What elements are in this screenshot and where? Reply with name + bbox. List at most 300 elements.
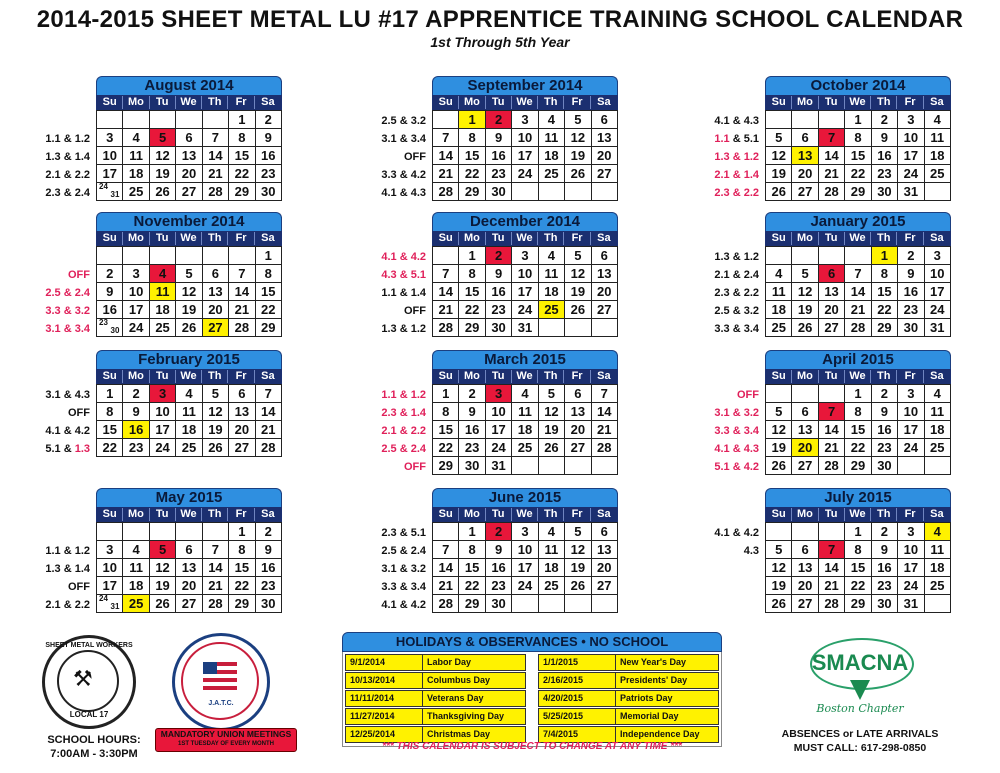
day-grid [96, 246, 282, 337]
day-cell: 3 [898, 385, 924, 403]
day-cell: 15 [256, 283, 282, 301]
day-cell: 28 [819, 183, 845, 201]
weekday-label: We [176, 232, 202, 245]
day-cell: 6 [592, 247, 618, 265]
weekday-label: Th [871, 96, 897, 109]
class-group-label: 3.3 & 4.2 [381, 169, 426, 181]
day-cell: 2 [872, 111, 898, 129]
day-cell: 9 [459, 403, 485, 421]
class-group-label: 1.1 & 1.2 [381, 389, 426, 401]
weekday-label: We [176, 370, 202, 383]
day-cell: 25 [123, 183, 149, 201]
day-cell: 13 [592, 129, 618, 147]
class-group-label: 3.3 & 3.4 [381, 581, 426, 593]
class-group-labels [28, 248, 90, 338]
class-group-label: 2.1 & 2.2 [45, 169, 90, 181]
day-cell: 12 [565, 129, 591, 147]
day-cell: 31 [486, 457, 512, 475]
day-cell: 7 [819, 541, 845, 559]
day-cell: 17 [123, 301, 149, 319]
day-cell [150, 247, 176, 265]
day-cell: 18 [925, 559, 951, 577]
class-group-label: 4.1 & 4.2 [45, 425, 90, 437]
day-cell: 25 [539, 301, 565, 319]
day-cell: 21 [203, 165, 229, 183]
weekday-label: Sa [930, 370, 944, 382]
day-cell: 30 [872, 457, 898, 475]
weekday-label: Mo [123, 96, 149, 109]
day-cell [845, 247, 871, 265]
day-cell [433, 111, 459, 129]
day-cell: 21 [433, 577, 459, 595]
day-cell [792, 385, 818, 403]
day-cell: 19 [565, 559, 591, 577]
day-cell: 16 [898, 283, 924, 301]
day-cell: 15 [433, 421, 459, 439]
day-cell: 13 [229, 403, 255, 421]
smacna-wordmark: SMACNA [811, 650, 909, 675]
day-cell: 16 [97, 301, 123, 319]
day-cell: 20 [792, 165, 818, 183]
weekday-label: Tu [486, 232, 512, 245]
day-cell: 15 [459, 283, 485, 301]
day-cell: 5 [766, 129, 792, 147]
day-cell [565, 183, 591, 201]
weekday-label: We [176, 96, 202, 109]
holiday-name: Christmas Day [427, 729, 491, 739]
day-cell: 3 [97, 129, 123, 147]
day-cell: 11 [176, 403, 202, 421]
day-cell: 16 [459, 421, 485, 439]
class-group-label: 5.1 & 1.3 [45, 443, 90, 455]
day-cell: 24 [898, 577, 924, 595]
day-cell: 14 [433, 559, 459, 577]
class-group-label: 2.3 & 2.4 [45, 187, 90, 199]
day-cell: 11 [512, 403, 538, 421]
day-cell: 16 [486, 559, 512, 577]
holiday-date: 7/4/2015 [539, 727, 616, 742]
day-cell: 13 [792, 421, 818, 439]
weekday-label: Sa [597, 508, 611, 520]
class-group-label: OFF [404, 461, 426, 473]
day-cell: 6 [203, 265, 229, 283]
weekday-label: Sa [597, 96, 611, 108]
day-cell [123, 111, 149, 129]
day-cell: 29 [845, 457, 871, 475]
day-cell [819, 111, 845, 129]
day-cell: 12 [150, 147, 176, 165]
day-cell: 3 [97, 541, 123, 559]
day-cell: 3 [512, 523, 538, 541]
class-group-labels [28, 524, 90, 614]
weekday-label: Su [433, 232, 459, 245]
month-heading: July 2015 [765, 488, 951, 507]
day-cell: 31 [512, 319, 538, 337]
day-cell: 27 [565, 439, 591, 457]
weekday-label: Fr [897, 508, 923, 521]
day-cell: 29 [459, 183, 485, 201]
day-cell: 23 [872, 439, 898, 457]
day-cell: 29 [459, 595, 485, 613]
weekday-label: Mo [792, 508, 818, 521]
class-group-label: 4.1 & 4.2 [714, 527, 759, 539]
day-cell: 8 [845, 541, 871, 559]
day-cell: 13 [176, 559, 202, 577]
day-cell: 20 [792, 577, 818, 595]
month-heading: January 2015 [765, 212, 951, 231]
day-cell: 2 [872, 385, 898, 403]
day-cell: 8 [872, 265, 898, 283]
holiday-row [538, 708, 719, 725]
day-cell: 12 [766, 147, 792, 165]
day-cell: 16 [256, 147, 282, 165]
day-cell: 3 [898, 111, 924, 129]
day-cell: 23 [872, 577, 898, 595]
day-cell: 10 [97, 559, 123, 577]
month-heading: April 2015 [765, 350, 951, 369]
day-cell: 26 [150, 595, 176, 613]
day-cell: 4 [539, 247, 565, 265]
holiday-name: Memorial Day [620, 711, 679, 721]
weekday-label: Fr [564, 96, 590, 109]
day-cell: 10 [97, 147, 123, 165]
day-cell: 15 [459, 147, 485, 165]
class-group-label: 2.3 & 5.1 [381, 527, 426, 539]
day-cell: 11 [150, 283, 176, 301]
weekday-header [432, 95, 618, 110]
class-group-labels [697, 112, 759, 202]
day-cell: 4 [512, 385, 538, 403]
day-cell [150, 523, 176, 541]
day-cell: 19 [150, 577, 176, 595]
seal-top-text: SHEET METAL WORKERS [45, 642, 133, 649]
day-cell: 18 [512, 421, 538, 439]
day-cell: 22 [459, 165, 485, 183]
day-cell: 4 [766, 265, 792, 283]
day-cell: 21 [592, 421, 618, 439]
day-cell: 24 31 [97, 595, 123, 613]
day-cell: 8 [845, 129, 871, 147]
holidays-column-left [345, 654, 526, 744]
day-cell: 20 [592, 559, 618, 577]
day-cell: 4 [150, 265, 176, 283]
weekday-label: We [845, 370, 871, 383]
day-cell: 21 [256, 421, 282, 439]
day-cell: 7 [229, 265, 255, 283]
day-cell [203, 523, 229, 541]
day-cell [819, 523, 845, 541]
day-cell: 27 [792, 595, 818, 613]
weekday-header [96, 507, 282, 522]
day-cell: 13 [792, 559, 818, 577]
day-cell: 11 [539, 129, 565, 147]
day-cell [766, 385, 792, 403]
day-cell: 16 [872, 147, 898, 165]
day-cell: 29 [872, 319, 898, 337]
day-cell: 24 [486, 439, 512, 457]
class-group-labels [28, 112, 90, 202]
month-heading: June 2015 [432, 488, 618, 507]
class-group-label: 2.3 & 2.2 [714, 287, 759, 299]
day-cell [925, 183, 951, 201]
day-cell: 24 31 [97, 183, 123, 201]
holiday-row [345, 654, 526, 671]
day-cell: 10 [898, 541, 924, 559]
day-cell: 21 [845, 301, 871, 319]
day-cell [539, 319, 565, 337]
day-cell: 4 [123, 129, 149, 147]
day-cell [512, 595, 538, 613]
day-cell: 20 [203, 301, 229, 319]
day-cell [97, 247, 123, 265]
weekday-label: Fr [228, 232, 254, 245]
day-cell: 8 [97, 403, 123, 421]
day-grid [96, 522, 282, 613]
day-cell: 12 [539, 403, 565, 421]
day-cell: 6 [176, 541, 202, 559]
day-cell: 5 [150, 129, 176, 147]
weekday-label: Tu [819, 370, 845, 383]
holiday-name: New Year's Day [620, 657, 687, 667]
day-cell: 14 [845, 283, 871, 301]
day-cell: 27 [176, 183, 202, 201]
day-cell: 13 [565, 403, 591, 421]
class-group-label [28, 112, 90, 130]
holiday-row [345, 690, 526, 707]
day-cell: 26 [565, 165, 591, 183]
day-cell [433, 523, 459, 541]
day-cell: 2 [486, 247, 512, 265]
month-heading: March 2015 [432, 350, 618, 369]
holiday-name: Presidents' Day [620, 675, 688, 685]
day-cell: 26 [565, 301, 591, 319]
day-cell: 4 [123, 541, 149, 559]
day-cell: 7 [256, 385, 282, 403]
class-group-labels [364, 386, 426, 476]
day-cell: 10 [150, 403, 176, 421]
day-grid [432, 246, 618, 337]
day-cell: 2 [898, 247, 924, 265]
day-cell: 13 [592, 265, 618, 283]
day-cell: 26 [766, 595, 792, 613]
day-cell: 9 [872, 403, 898, 421]
day-cell: 6 [792, 403, 818, 421]
union-meetings-badge [155, 728, 297, 752]
day-cell: 31 [898, 183, 924, 201]
holiday-date: 4/20/2015 [539, 691, 616, 706]
day-cell: 22 [459, 301, 485, 319]
holidays-column-right [538, 654, 719, 744]
day-cell [512, 183, 538, 201]
day-cell [792, 247, 818, 265]
class-group-labels [697, 386, 759, 476]
day-cell: 27 [592, 301, 618, 319]
day-cell: 11 [925, 129, 951, 147]
day-cell: 19 [203, 421, 229, 439]
day-cell: 3 [925, 247, 951, 265]
class-group-label: 1.1 & 1.2 [45, 133, 90, 145]
day-cell: 22 [97, 439, 123, 457]
holiday-date: 11/27/2014 [346, 709, 423, 724]
day-cell: 15 [845, 559, 871, 577]
day-cell: 26 [150, 183, 176, 201]
day-cell: 19 [150, 165, 176, 183]
day-cell: 7 [203, 129, 229, 147]
class-group-label: 2.3 & 1.4 [381, 407, 426, 419]
weekday-label: Th [538, 370, 564, 383]
day-cell: 15 [97, 421, 123, 439]
day-cell: 4 [539, 111, 565, 129]
holiday-row [345, 708, 526, 725]
day-cell [565, 319, 591, 337]
day-cell [97, 111, 123, 129]
day-cell: 24 [512, 165, 538, 183]
weekday-label: Tu [150, 508, 176, 521]
day-cell: 14 [433, 147, 459, 165]
day-cell [766, 523, 792, 541]
day-cell: 11 [123, 147, 149, 165]
day-cell: 16 [486, 283, 512, 301]
class-group-label: OFF [68, 407, 90, 419]
month-heading: August 2014 [96, 76, 282, 95]
day-cell [766, 111, 792, 129]
month-heading: September 2014 [432, 76, 618, 95]
day-cell [229, 247, 255, 265]
day-cell: 28 [819, 595, 845, 613]
class-group-label: 3.3 & 3.4 [714, 425, 759, 437]
day-cell: 12 [203, 403, 229, 421]
day-cell: 12 [176, 283, 202, 301]
day-cell: 15 [229, 147, 255, 165]
class-group-label: 2.5 & 3.2 [381, 115, 426, 127]
day-cell: 9 [256, 541, 282, 559]
day-cell: 6 [792, 541, 818, 559]
month-heading: December 2014 [432, 212, 618, 231]
day-cell: 9 [97, 283, 123, 301]
day-cell: 12 [565, 265, 591, 283]
day-cell: 9 [256, 129, 282, 147]
day-cell: 26 [203, 439, 229, 457]
day-cell: 9 [486, 265, 512, 283]
day-cell [539, 595, 565, 613]
day-cell: 9 [872, 541, 898, 559]
holiday-date: 2/16/2015 [539, 673, 616, 688]
day-grid [765, 384, 951, 475]
day-cell: 11 [123, 559, 149, 577]
day-cell: 26 [176, 319, 202, 337]
class-group-label: 4.1 & 4.2 [381, 251, 426, 263]
holiday-date: 10/13/2014 [346, 673, 423, 688]
class-group-labels [364, 524, 426, 614]
class-group-label: 3.1 & 3.4 [45, 323, 90, 335]
month-calendar [765, 350, 951, 475]
day-cell: 21 [819, 577, 845, 595]
seal-bottom-text: LOCAL 17 [69, 710, 109, 719]
day-cell: 26 [766, 457, 792, 475]
day-cell: 30 [898, 319, 924, 337]
weekday-label: Fr [897, 96, 923, 109]
weekday-label: Su [97, 370, 123, 383]
day-cell: 1 [845, 111, 871, 129]
weekday-label: Tu [486, 508, 512, 521]
class-group-label: 1.1 & 5.1 [714, 133, 759, 145]
day-cell: 21 [203, 577, 229, 595]
weekday-label: Sa [261, 508, 275, 520]
month-calendar [765, 212, 951, 337]
day-cell: 19 [766, 165, 792, 183]
day-cell: 25 [512, 439, 538, 457]
class-group-label: 2.3 & 2.2 [714, 187, 759, 199]
month-calendar [765, 488, 951, 613]
day-cell: 4 [925, 385, 951, 403]
holiday-name: Labor Day [427, 657, 472, 667]
weekday-header [96, 231, 282, 246]
weekday-label: Mo [123, 508, 149, 521]
absences-line-1: ABSENCES or LATE ARRIVALS [781, 728, 939, 740]
day-cell: 5 [150, 541, 176, 559]
day-cell: 6 [592, 523, 618, 541]
day-cell: 29 [845, 595, 871, 613]
day-cell: 1 [845, 385, 871, 403]
month-calendar [96, 350, 282, 457]
day-cell: 30 [459, 457, 485, 475]
day-grid [96, 384, 282, 457]
day-cell: 21 [819, 165, 845, 183]
day-cell: 10 [925, 265, 951, 283]
day-cell: 22 [229, 577, 255, 595]
day-cell: 18 [539, 283, 565, 301]
weekday-label: We [512, 96, 538, 109]
holidays-heading: HOLIDAYS & OBSERVANCES • NO SCHOOL [342, 632, 722, 652]
day-cell: 18 [176, 421, 202, 439]
weekday-label: Th [871, 370, 897, 383]
weekday-label: Fr [228, 508, 254, 521]
month-heading: November 2014 [96, 212, 282, 231]
weekday-label: Fr [564, 508, 590, 521]
day-cell: 8 [459, 129, 485, 147]
weekday-label: Th [202, 96, 228, 109]
weekday-header [765, 95, 951, 110]
month-calendar [96, 488, 282, 613]
day-cell: 17 [898, 559, 924, 577]
weekday-label: Fr [228, 370, 254, 383]
day-cell: 7 [819, 403, 845, 421]
day-cell: 2 [256, 111, 282, 129]
day-cell: 1 [433, 385, 459, 403]
day-cell [925, 457, 951, 475]
class-group-label: 3.3 & 3.2 [45, 305, 90, 317]
day-cell: 3 [512, 247, 538, 265]
day-cell: 25 [925, 165, 951, 183]
day-cell [539, 183, 565, 201]
weekday-label: Sa [930, 232, 944, 244]
day-cell: 22 [229, 165, 255, 183]
class-group-labels [364, 112, 426, 202]
day-cell: 30 [486, 319, 512, 337]
day-cell: 27 [792, 183, 818, 201]
day-cell: 3 [898, 523, 924, 541]
class-group-label: 2.5 & 2.4 [381, 545, 426, 557]
day-cell: 29 [229, 595, 255, 613]
day-cell: 25 [539, 577, 565, 595]
day-cell [97, 523, 123, 541]
class-group-label [28, 248, 90, 266]
weekday-header [96, 95, 282, 110]
day-cell: 8 [845, 403, 871, 421]
day-cell: 21 [433, 165, 459, 183]
day-cell [123, 247, 149, 265]
class-group-label: 1.3 & 1.2 [714, 151, 759, 163]
